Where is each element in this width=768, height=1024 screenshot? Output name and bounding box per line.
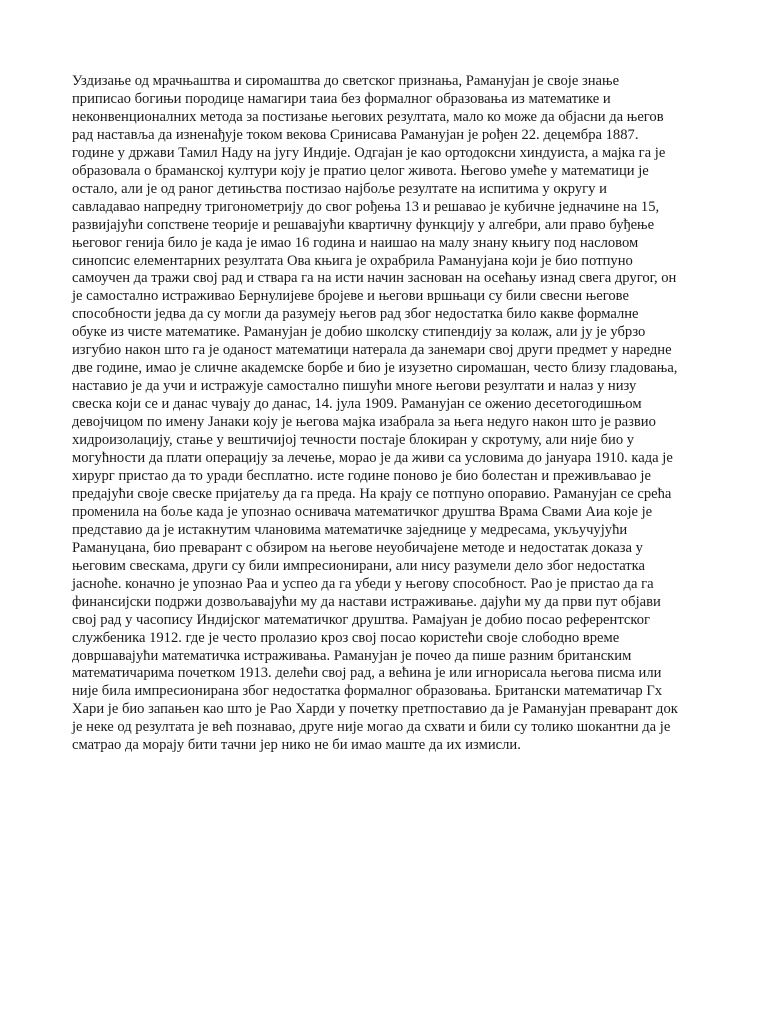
- paragraph-line: приписао богињи породице намагири таиа без формалног образовања из математике и: [72, 90, 611, 107]
- paragraph-line: синопсис елементарних резултата Ова књига је охрабрила Рамануjана који је био потпуно: [72, 252, 633, 269]
- body-paragraph: [72, 73, 700, 755]
- paragraph-line: обуке из чисте математике. Рамануjан је добио школску стипендију за колаж, али ју је убрзо: [72, 324, 646, 341]
- paragraph-line: девојчицом по имену Јанаки коју је његова мајка изабрала за њега недуго након што је развио: [72, 414, 656, 431]
- paragraph-line: довршавајући математичка истраживања. Рамануjан је почео да пише разним британским: [72, 647, 632, 664]
- paragraph-line: Хари је био запањен као што је Рао Харди у почетку претпоставио да је Рамануjан преварант док: [72, 701, 678, 718]
- paragraph-line: свеска који се и данас чувају до данас, 14. јула 1909. Рамануjан се оженио десетогодишњом: [72, 396, 642, 413]
- paragraph-line: хирург пристао да то уради бесплатно. исте године поново је био болестан и преживљавао је: [72, 467, 651, 484]
- paragraph-line: предајући своје свеске пријатељу да га преда. На крају се потпуно опоравио. Рамануjан се срећа: [72, 485, 672, 502]
- paragraph-line: свој рад у часопису Индијског математичког друштва. Рамаjуан је добио посао референтског: [72, 611, 651, 628]
- paragraph-line: савладавао напредну тригонометрију до свог рођења 13 и решавао је кубичне једначине на 15,: [72, 198, 660, 215]
- paragraph-line: две године, имао је сличне академске борбе и био је изузетно сиромашан, често близу гладовања,: [72, 360, 678, 377]
- paragraph-line: финансијски подржи дозвољавајући му да настави истраживање. дајући му да први пут објави: [72, 593, 661, 610]
- paragraph-line: развијајући сопствене теорије и решавајући квартичну функцију у алгебри, али право буђење: [72, 216, 655, 233]
- paragraph-line: изгубио након што га је оданост математици натерала да занемари свој други предмет у наредне: [72, 342, 672, 359]
- paragraph-line: године у држави Тамил Наду на југу Индије. Одгајан је као ортодоксни хиндуиста, а мајка га је: [72, 144, 666, 161]
- paragraph-line: остало, али је од раног детињства постизао најбоље резултате на испитима у округу и: [72, 180, 607, 197]
- paragraph-line: његовог генија било је када је имао 16 година и наишао на малу знану књигу под насловом: [72, 234, 639, 251]
- paragraph-line: је самостално истраживао Бернулијеве бројеве и његови вршњаци су били свесни његове: [72, 288, 629, 305]
- paragraph-line: математичарима почетком 1913. делећи свој рад, а већина је или игнорисала његова писма или: [72, 665, 662, 682]
- paragraph-line: променила на боље када је упознао оснивача математичког друштва Врама Свами Аиа које је: [72, 503, 653, 520]
- paragraph-line: рад наставља да изненађује током векова Сринисава Рамануjан је рођен 22. децембра 1887.: [72, 126, 639, 143]
- paragraph-line: самоучен да тражи свој рад и ствара га на исти начин заснован на осећању изнад свега другог, он: [72, 270, 677, 287]
- paragraph-line: није била импресионирана због недостатка формалног образовања. Британски математичар Гх: [72, 683, 663, 700]
- paragraph-line: је неке од резултата је већ познавао, друге није могао да схвати и били су толико шокантни да је: [72, 719, 671, 736]
- paragraph-line: Рамануцана, био преварант с обзиром на његове неуобичајене методе и недостатак доказа у: [72, 539, 643, 556]
- paragraph-line: Уздизање од мрачњаштва и сиромаштва до светског признања, Рамануjан је своје знање: [72, 73, 620, 89]
- paragraph-line: могућности да плати операцију за лечење, морао је да живи са условима до јануара 1910. када је: [72, 450, 673, 467]
- paragraph-line: службеника 1912. где је често пролазио кроз свој посао користећи своје слободно време: [72, 629, 620, 646]
- paragraph-line: неконвенционалних метода за постизање његових резултата, мало ко може да објасни да његов: [72, 108, 664, 125]
- paragraph-line: образовала о браманској култури коју је пратио целог живота. Његово умеће у математици је: [72, 162, 649, 179]
- paragraph-line: хидроизолацију, стање у вештичијој течности постаје блокиран у скротуму, али није био у: [72, 432, 635, 449]
- paragraph-line: способности једва да су могли да разумеју његов рад због недостатка било какве формалне: [72, 306, 639, 323]
- paragraph-line: јасноће. коначно је упознао Раа и успео да га убеди у његову способност. Рао је пристао да га: [72, 575, 654, 592]
- paragraph-line: сматрао да морају бити тачни јер нико не би имао маште да их измисли.: [72, 737, 521, 754]
- paragraph-line: наставио је да учи и истражује самостално пишући многе његови резултати и налаз у низу: [72, 378, 637, 395]
- paragraph-line: његовим свескама, други су били импресионирани, али нису разумели дело због недостатка: [72, 557, 646, 574]
- paragraph-line: представио да је истакнутим члановима математичке заједнице у медресама, укључујући: [72, 521, 628, 538]
